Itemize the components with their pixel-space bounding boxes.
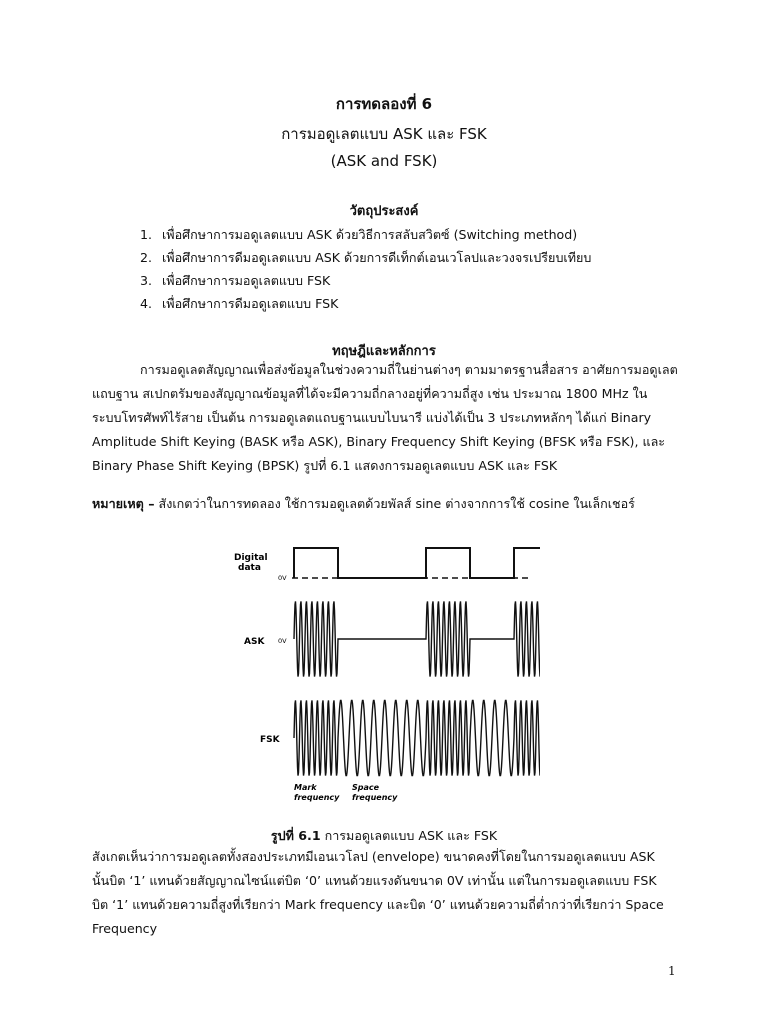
theory-line: Binary Phase Shift Keying (BPSK) รูปที่ 6.1 แสดงการมอดูเลตแบบ ASK และ FSK xyxy=(92,458,558,473)
mark-frequency-label-2: frequency xyxy=(294,793,340,802)
conclusion-line: นั้นบิต ‘1’ แทนด้วยสัญญาณไซน์แต่บิต ‘0’ แทนด้วยแรงดันขนาด 0V เท่านั้น แต่ในการมอดูเลตแบบ FSK xyxy=(92,873,657,888)
fsk-waveform xyxy=(294,700,540,775)
conclusion-line: สังเกตเห็นว่าการมอดูเลตทั้งสองประเภทมีเอนเวโลป (envelope) ขนาดคงที่โดยในการมอดูเลตแบบ ASK xyxy=(92,849,655,864)
objective-text: เพื่อศึกษาการดีมอดูเลตแบบ FSK xyxy=(162,296,339,311)
objective-text: เพื่อศึกษาการมอดูเลตแบบ FSK xyxy=(162,273,331,288)
page-title: การทดลองที่ 6 xyxy=(335,95,433,113)
figure-caption xyxy=(0,826,768,846)
space-frequency-label: Space xyxy=(352,783,380,792)
theory-line: การมอดูเลตสัญญาณเพื่อส่งข้อมูลในช่วงความถี่ในย่านต่างๆ ตามมาตรฐานสื่อสาร อาศัยการมอดูเลต xyxy=(140,362,678,377)
figure-caption-label: รูปที่ 6.1 xyxy=(270,828,321,843)
note-label: หมายเหตุ – xyxy=(92,496,155,511)
objective-item xyxy=(140,271,700,291)
objectives-heading: วัตถุประสงค์ xyxy=(349,204,419,219)
objective-number: 4. xyxy=(140,296,153,311)
conclusion-line: บิต ‘1’ แทนด้วยความถี่สูงที่เรียกว่า Mark frequency และบิต ‘0’ แทนด้วยความถี่ต่ำกว่าที่เรียกว่า Space xyxy=(92,897,664,912)
objective-number: 3. xyxy=(140,273,153,288)
objective-number: 2. xyxy=(140,250,153,265)
objective-item xyxy=(140,225,700,245)
ask-zero-v-label: 0V xyxy=(278,637,287,645)
ask-waveform xyxy=(294,601,540,676)
objective-text: เพื่อศึกษาการมอดูเลตแบบ ASK ด้วยวิธีการสลับสวิตซ์ (Switching method) xyxy=(162,227,578,242)
conclusion-line: Frequency xyxy=(92,921,158,936)
digital-data-waveform xyxy=(294,548,540,578)
digital-label: Digital xyxy=(234,553,268,563)
theory-line: แถบฐาน สเปกตรัมของสัญญาณข้อมูลที่ได้จะมีความถี่กลางอยู่ที่ความถี่สูง เช่น ประมาณ 1800 MHz ใน xyxy=(92,386,648,401)
ask-fsk-waveform-figure xyxy=(230,540,540,810)
objective-number: 1. xyxy=(140,227,153,242)
ask-label: ASK xyxy=(244,637,265,647)
data-label: data xyxy=(238,563,261,573)
theory-line: ระบบโทรศัพท์ไร้สาย เป็นต้น การมอดูเลตแถบฐานแบบไบนารี แบ่งได้เป็น 3 ประเภทหลักๆ ได้แก่ Binary xyxy=(92,410,652,425)
space-frequency-label-2: frequency xyxy=(352,793,398,802)
conclusion-paragraph xyxy=(92,845,687,941)
page-subtitle-en: (ASK and FSK) xyxy=(330,152,438,170)
fsk-label: FSK xyxy=(260,735,280,745)
theory-paragraph xyxy=(92,358,677,478)
objective-text: เพื่อศึกษาการดีมอดูเลตแบบ ASK ด้วยการดีเท็กต์เอนเวโลปและวงจรเปรียบเทียบ xyxy=(162,250,592,265)
theory-heading: ทฤษฎีและหลักการ xyxy=(332,344,436,359)
objective-item xyxy=(140,294,700,314)
page-subtitle: การมอดูเลตแบบ ASK และ FSK xyxy=(281,125,487,143)
objective-item xyxy=(140,248,700,268)
zero-v-label: 0V xyxy=(278,574,287,582)
page-number: 1 xyxy=(668,964,676,978)
mark-frequency-label: Mark xyxy=(294,783,317,792)
note xyxy=(92,494,635,514)
figure-caption-text: การมอดูเลตแบบ ASK และ FSK xyxy=(320,828,498,843)
theory-line: Amplitude Shift Keying (BASK หรือ ASK), Binary Frequency Shift Keying (BFSK หรือ FSK), และ xyxy=(92,434,666,449)
note-text: สังเกตว่าในการทดลอง ใช้การมอดูเลตด้วยพัลส์ sine ต่างจากการใช้ cosine ในเล็กเชอร์ xyxy=(154,496,635,511)
